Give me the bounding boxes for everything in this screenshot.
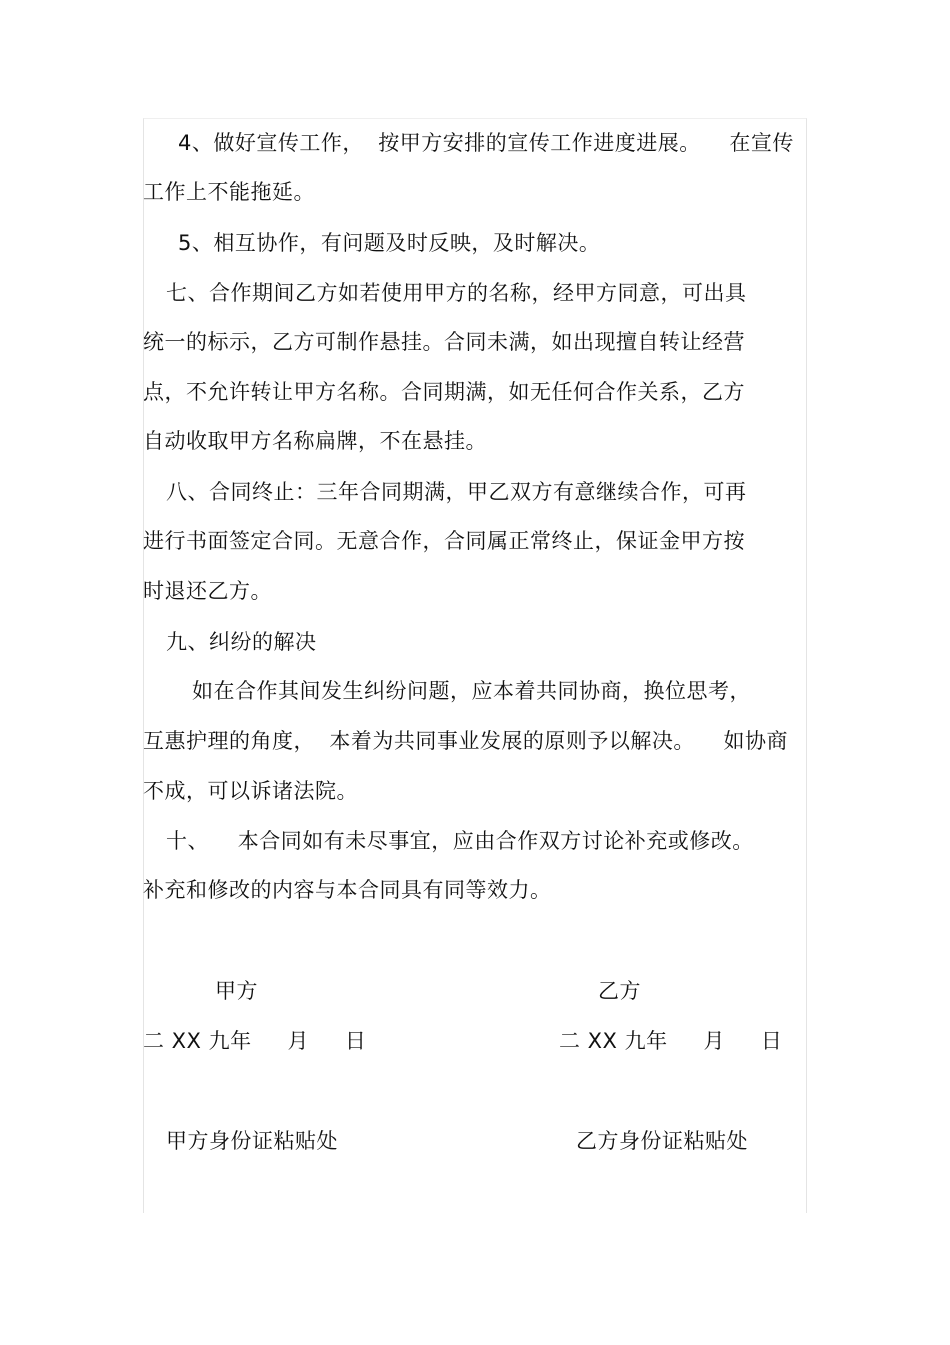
section-8-line-2: 进行书面签定合同。无意合作，合同属正常终止，保证金甲方按 [143,529,745,553]
section-8-line-3: 时退还乙方。 [143,579,272,603]
section-8-line-1: 八、合同终止：三年合同期满，甲乙双方有意继续合作，可再 [166,480,747,504]
clause-4-line-2: 工作上不能拖延。 [143,180,315,204]
section-10-line-2: 补充和修改的内容与本合同具有同等效力。 [143,878,552,902]
clause-4-line-1: 4、做好宣传工作， 按甲方安排的宣传工作进度进展。 在宣传 [178,131,794,155]
section-7-line-3: 点，不允许转让甲方名称。合同期满，如无任何合作关系，乙方 [143,380,745,404]
section-7-line-2: 统一的标示，乙方可制作悬挂。合同未满，如出现擅自转让经营 [143,330,745,354]
clause-5-line: 5、相互协作，有问题及时反映，及时解决。 [178,231,601,255]
section-7-line-4: 自动收取甲方名称扁牌，不在悬挂。 [143,429,487,453]
party-b-date: 二 XX 九年 月 日 [559,1029,783,1053]
section-9-heading: 九、纠纷的解决 [166,630,317,654]
section-9-line-1: 如在合作其间发生纠纷问题，应本着共同协商，换位思考， [192,679,751,703]
section-10-line-1: 十、 本合同如有未尽事宜，应由合作双方讨论补充或修改。 [166,829,754,853]
section-9-line-3: 不成，可以诉诸法院。 [143,779,358,803]
section-9-line-2: 互惠护理的角度， 本着为共同事业发展的原则予以解决。 如协商 [143,729,789,753]
party-a-date: 二 XX 九年 月 日 [143,1029,367,1053]
party-b-label: 乙方 [598,979,641,1003]
section-7-line-1: 七、合作期间乙方如若使用甲方的名称，经甲方同意，可出具 [166,281,747,305]
party-b-id-paste-area: 乙方身份证粘贴处 [576,1129,748,1153]
party-a-label: 甲方 [215,979,258,1003]
party-a-id-paste-area: 甲方身份证粘贴处 [166,1129,338,1153]
